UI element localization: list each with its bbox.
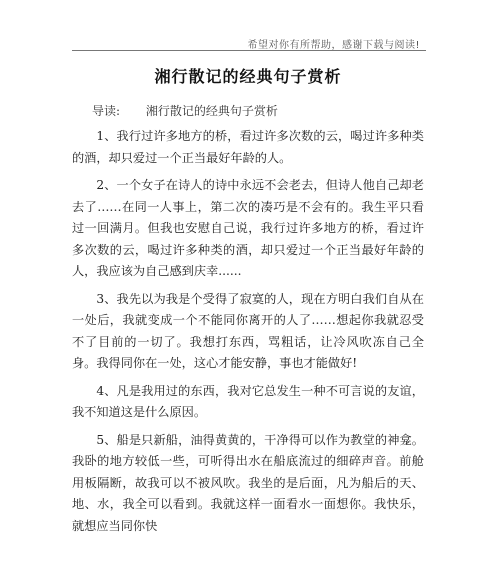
guide-line — [92, 102, 278, 119]
paragraph-4: 4、凡是我用过的东西，我对它总发生一种不可言说的友谊，我不知道这是什么原因。 — [72, 383, 424, 419]
paragraph-2: 2、一个女子在诗人的诗中永远不会老去，但诗人他自己却老去了……在同一人事上，第二次的凑巧是不会有的。我生平只看过一回满月。但我也安慰自己说，我行过许多地方的桥，看过许多次数的云，喝过许多种类的酒，却只爱过一个正当最好年龄的人，我应该为自己感到庆幸...... — [72, 178, 424, 278]
paragraph-1: 1、我行过许多地方的桥，看过许多次数的云，喝过许多种类的酒，却只爱过一个正当最好年龄的人。 — [72, 129, 424, 165]
article-body — [72, 126, 424, 543]
page-title: 湘行散记的经典句子赏析 — [154, 67, 342, 86]
guide-label: 导读: — [92, 104, 121, 118]
header-divider — [72, 50, 426, 51]
header-note: 希望对你有所帮助，感谢下载与阅读! — [247, 40, 420, 51]
paragraph-3: 3、我先以为我是个受得了寂寞的人，现在方明白我们自从在一处后，我就变成一个不能同你离开的人了……想起你我就忍受不了目前的一切了。我想打东西，骂粗话，让冷风吹冻自己全身。我得同你在一处，这心才能安静，事也才能做好! — [72, 291, 424, 370]
paragraph-5: 5、船是只新船，油得黄黄的，干净得可以作为教堂的神龛。我卧的地方较低一些，可听得出水在船底流过的细碎声音。前舱用板隔断，故我可以不被风吹。我坐的是后面，凡为船后的天、地、水，我全可以看到。我就这样一面看水一面想你。我快乐，就想应当同你快 — [72, 432, 424, 533]
guide-text: 湘行散记的经典句子赏析 — [145, 104, 278, 118]
